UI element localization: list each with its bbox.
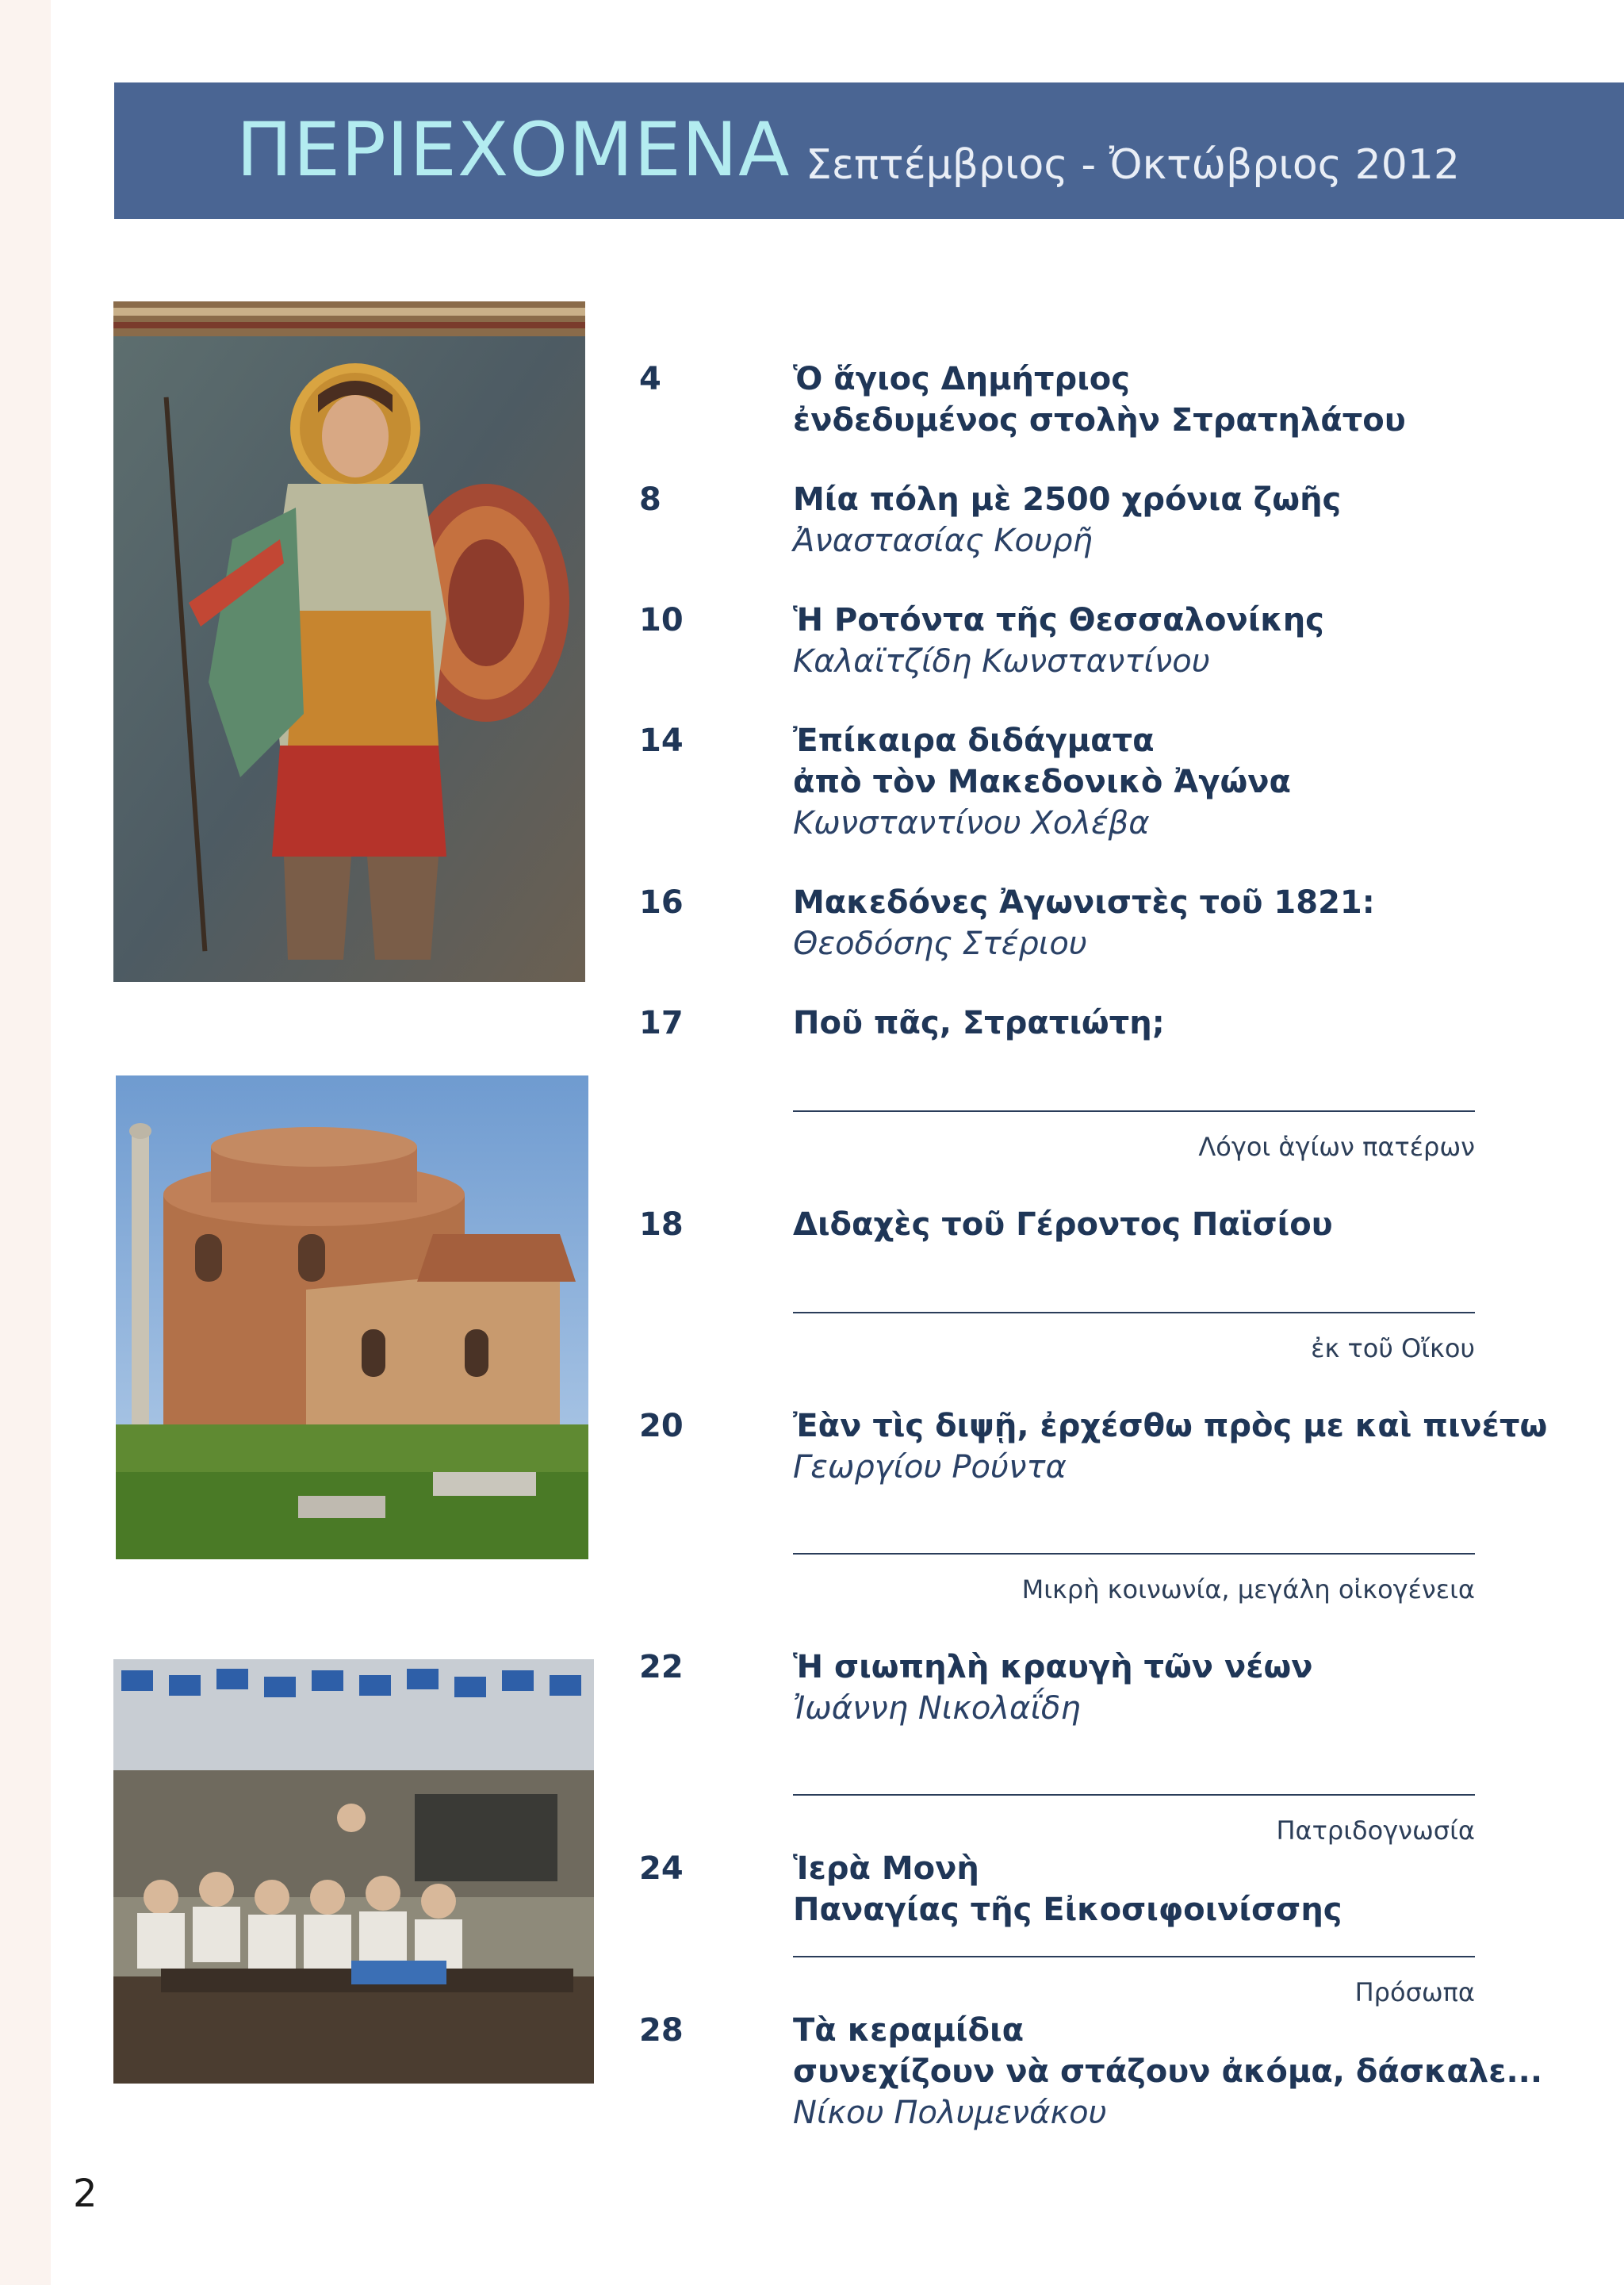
fresco-saint-demetrios-image [113,301,585,982]
section-label: Μικρὴ κοινωνία, μεγάλη οἰκογένεια [1021,1574,1475,1604]
toc-entry[interactable] [793,2010,1543,2134]
entry-title-line: Ἡ Ροτόντα τῆς Θεσσαλονίκης [793,602,1324,638]
entry-title-line: ἀπὸ τὸν Μακεδονικὸ Ἀγώνα [793,764,1291,800]
section-label: Πατριδογνωσία [1276,1815,1475,1846]
entry-title-line: Διδαχὲς τοῦ Γέροντος Παϊσίου [793,1206,1333,1243]
toc-entry[interactable] [793,479,1507,562]
entry-page-number: 17 [639,1005,684,1041]
entry-page-number: 18 [639,1206,684,1243]
toc-entry[interactable] [793,1647,1507,1729]
entry-title-line: Ἐπίκαιρα διδάγματα [793,723,1155,759]
entry-title-line: Παναγίας τῆς Εἰκοσιφοινίσσης [793,1892,1342,1928]
section-divider [793,1553,1475,1555]
entry-title-line: Τὰ κεραμίδια [793,2012,1025,2049]
section-label: Πρόσωπα [1354,1977,1475,2007]
entry-author: Καλαϊτζίδη Κωνσταντίνου [793,643,1210,680]
page-title: ΠΕΡΙΕΧΟΜΕΝΑ [236,107,791,194]
page-number: 2 [73,2172,98,2216]
toc-entry[interactable] [793,1204,1507,1245]
entry-title-line: συνεχίζουν νὰ στάζουν ἀκόμα, δάσκαλε... [793,2053,1543,2090]
entry-title-line: Ἱερὰ Μονὴ [793,1850,979,1887]
page-margin-strip [0,0,51,2285]
toc-entry[interactable] [793,1003,1507,1044]
section-divider [793,1312,1475,1313]
entry-author: Κωνσταντίνου Χολέβα [793,805,1150,842]
toc-entry[interactable] [793,882,1507,964]
entry-title-line: Ποῦ πᾶς, Στρατιώτη; [793,1005,1165,1041]
section-divider [793,1110,1475,1112]
entry-page-number: 14 [639,723,684,759]
entry-page-number: 20 [639,1408,684,1444]
toc-entry[interactable] [793,358,1507,441]
rotonda-thessaloniki-image [116,1075,588,1559]
entry-title-line: Ὁ ἅγιος Δημήτριος [793,361,1130,397]
entry-page-number: 24 [639,1850,684,1887]
entry-author: Νίκου Πολυμενάκου [793,2095,1107,2131]
toc-entry[interactable] [793,1848,1507,1930]
entry-title-line: Ἐὰν τὶς διψῇ, ἐρχέσθω πρὸς με καὶ πινέτω [793,1408,1548,1444]
toc-entry[interactable] [793,1405,1548,1488]
section-label: ἐκ τοῦ Οἴκου [1311,1333,1475,1363]
issue-date: Σεπτέμβριος - Ὀκτώβριος 2012 [806,141,1461,189]
entry-author: Γεωργίου Ρούντα [793,1449,1067,1486]
entry-page-number: 16 [639,884,684,921]
entry-title-line: ἐνδεδυμένος στολὴν Στρατηλάτου [793,402,1406,439]
entry-page-number: 10 [639,602,684,638]
entry-page-number: 28 [639,2012,684,2049]
entry-page-number: 8 [639,481,661,518]
entry-page-number: 4 [639,361,661,397]
classroom-children-image [113,1659,594,2084]
entry-author: Ἰωάννη Νικολαΐδη [793,1690,1081,1727]
entry-author: Θεοδόσης Στέριου [793,926,1087,962]
entry-page-number: 22 [639,1649,684,1685]
entry-author: Ἀναστασίας Κουρῆ [793,523,1093,559]
entry-title-line: Μία πόλη μὲ 2500 χρόνια ζωῆς [793,481,1342,518]
entry-title-line: Μακεδόνες Ἀγωνιστὲς τοῦ 1821: [793,884,1375,921]
section-divider [793,1956,1475,1957]
section-label: Λόγοι ἁγίων πατέρων [1198,1132,1475,1162]
section-divider [793,1794,1475,1796]
toc-entry[interactable] [793,600,1507,682]
toc-entry[interactable] [793,720,1507,844]
entry-title-line: Ἡ σιωπηλὴ κραυγὴ τῶν νέων [793,1649,1313,1685]
